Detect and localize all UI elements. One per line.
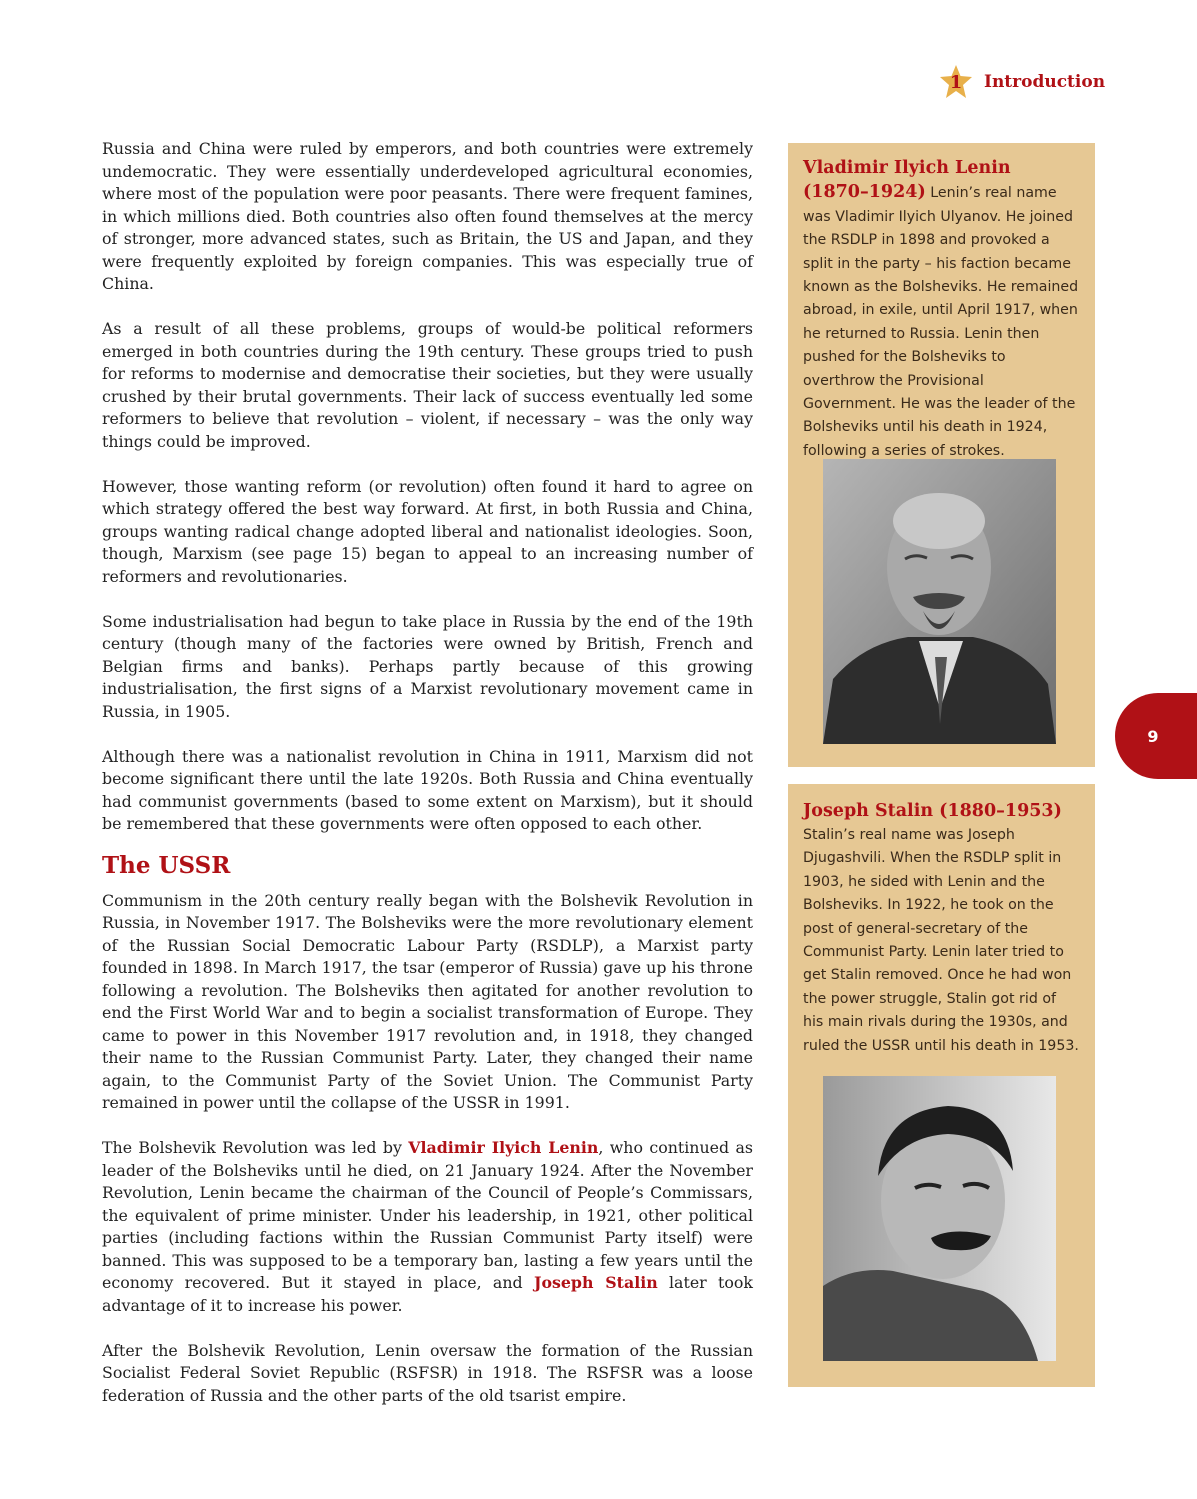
stalin-name: Joseph Stalin (1880–1953) (803, 801, 1062, 821)
section-heading: The USSR (102, 851, 231, 879)
stalin-sidebar (788, 784, 1095, 1387)
body-paragraph: Some industrialisation had begun to take place in Russia by the end of the 19th century (though many of the factories were owned by British, French and Belgian firms and banks). Perhaps partly because of this growing industrialisation, the first signs of a Marxist revolutionary movement came in Russia, in 1905. (102, 611, 753, 721)
page-number-tab (1115, 693, 1197, 779)
paragraph-text: , who continued as leader of the Bolsheviks until he died, on 21 January 1924. After the November Revolution, Lenin became the chairman of the Council of People’s Commissars, the equivalent of prime minister. Under his leadership, in 1921, other political parties (including factions within the Russian Communist Party itself) were banned. This was supposed to be a temporary ban, lasting a few years until the economy recovered. But it stayed in place, and (102, 1138, 753, 1292)
lenin-name: Vladimir Ilyich Lenin (1870–1924) (803, 158, 1011, 203)
chapter-header (938, 62, 1105, 102)
lenin-bio-text: Lenin’s real name was Vladimir Ilyich Ulyanov. He joined the RSDLP in 1898 and provoked a split in the party – his faction became known as the Bolsheviks. He remained abroad, in exile, until April 1917, when he returned to Russia. Lenin then pushed for the Bolsheviks to overthrow the Provisional Government. He was the leader of the Bolsheviks until his death in 1924, following a series of strokes. (803, 185, 1079, 459)
lenin-sidebar (788, 143, 1095, 767)
body-paragraph: Although there was a nationalist revolution in China in 1911, Marxism did not become significant there until the late 1920s. Both Russia and China eventually had communist governments (based to some extent on Marxism), but it should be remembered that these governments were often opposed to each other. (102, 746, 753, 833)
chapter-number: 1 (949, 71, 963, 93)
body-paragraph: After the Bolshevik Revolution, Lenin oversaw the formation of the Russian Socialist Federal Soviet Republic (RSFSR) in 1918. The RSFSR was a loose federation of Russia and the other parts of the old tsarist empire. (102, 1340, 753, 1405)
main-text-column (102, 138, 753, 1430)
stalin-bio (803, 798, 1079, 1058)
body-paragraph: Communism in the 20th century really began with the Bolshevik Revolution in Russia, in November 1917. The Bolsheviks were the more revolutionary element of the Russian Social Democratic Labour Party (RSDLP), a Marxist party founded in 1898. In March 1917, the tsar (emperor of Russia) gave up his throne following a revolution. The Bolsheviks then agitated for another revolution to end the First World War and to begin a socialist transformation of Europe. They came to power in this November 1917 revolution and, in 1918, they changed their name to the Russian Communist Party. Later, they changed their name again, to the Communist Party of the Soviet Union. The Communist Party remained in power until the collapse of the USSR in 1991. (102, 890, 753, 1112)
body-paragraph: Russia and China were ruled by emperors, and both countries were extremely undemocratic. They were essentially underdeveloped agricultural economies, where most of the population were poor peasants. There were frequent famines, in which millions died. Both countries also often found themselves at the mercy of stronger, more advanced states, such as Britain, the US and Japan, and they were frequently exploited by foreign companies. This was especially true of China. (102, 139, 753, 293)
body-paragraph: As a result of all these problems, groups of would-be political reformers emerged in both countries during the 19th century. These groups tried to push for reforms to modernise and democratise their societies, but they were usually crushed by their brutal governments. Their lack of success eventually led some reformers to believe that revolution – violent, if necessary – was the only way things could be improved. (102, 319, 753, 451)
page-number: 9 (1147, 726, 1159, 746)
stalin-portrait (823, 1076, 1056, 1361)
lenin-bio (803, 157, 1079, 463)
lenin-glossary-link[interactable]: Vladimir Ilyich Lenin (408, 1138, 599, 1157)
lenin-portrait (823, 459, 1056, 744)
paragraph-text: later took advantage of it to increase his power. (102, 1273, 753, 1315)
stalin-bio-text: Stalin’s real name was Joseph Djugashvili. When the RSDLP split in 1903, he sided with Lenin and the Bolsheviks. In 1922, he took on the post of general-secretary of the Communist Party. Lenin later tried to get Stalin removed. Once he had won the power struggle, Stalin got rid of his main rivals during the 1930s, and ruled the USSR until his death in 1953. (803, 827, 1079, 1054)
paragraph-text: The Bolshevik Revolution was led by (102, 1138, 409, 1157)
stalin-glossary-link[interactable]: Joseph Stalin (533, 1273, 658, 1292)
star-icon (938, 64, 974, 100)
chapter-title: Introduction (984, 72, 1106, 92)
body-paragraph-lenin (102, 1137, 753, 1317)
body-paragraph: However, those wanting reform (or revolution) often found it hard to agree on which strategy offered the best way forward. At first, in both Russia and China, groups wanting radical change adopted liberal and nationalist ideologies. Soon, though, Marxism (see page 15) began to appeal to an increasing number of reformers and revolutionaries. (102, 476, 753, 586)
